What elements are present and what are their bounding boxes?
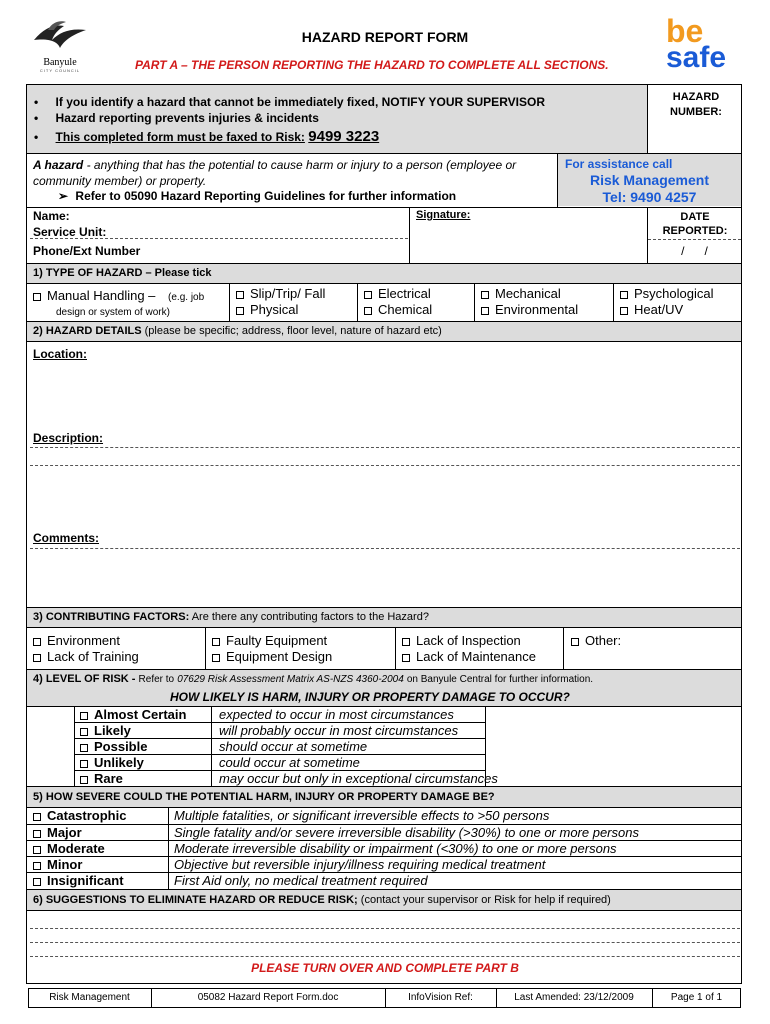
- likelihood-question: HOW LIKELY IS HARM, INJURY OR PROPERTY DAMAGE TO OCCUR?: [170, 690, 570, 704]
- checkbox-icon[interactable]: [402, 654, 410, 662]
- likelihood-unlikely[interactable]: Unlikely: [80, 755, 144, 770]
- checkbox-icon[interactable]: [212, 654, 220, 662]
- section1-heading: 1) TYPE OF HAZARD – Please tick: [33, 267, 212, 279]
- hazard-number-label: HAZARD NUMBER:: [670, 91, 722, 118]
- checkbox-icon[interactable]: [364, 291, 372, 299]
- instruction-2: • Hazard reporting prevents injuries & incidents: [34, 111, 319, 125]
- footer-dept: Risk Management: [49, 992, 130, 1003]
- factor-lack-of-maintenance[interactable]: Lack of Maintenance: [402, 649, 536, 664]
- assistance-label: For assistance call: [565, 157, 673, 171]
- banyule-logo: [30, 18, 100, 76]
- hazard-definition: A hazard - anything that has the potential to cause harm or injury to a person (employee or community member) or property.: [33, 158, 517, 188]
- factor-lack-of-training[interactable]: Lack of Training: [33, 649, 139, 664]
- type-mechanical[interactable]: Mechanical: [481, 286, 561, 301]
- checkbox-icon[interactable]: [80, 712, 88, 720]
- severity-minor-desc: Objective but reversible injury/illness requiring medical treatment: [174, 857, 546, 872]
- description-field-label[interactable]: Description:: [33, 431, 104, 445]
- factor-equipment-design[interactable]: Equipment Design: [212, 649, 332, 664]
- checkbox-icon[interactable]: [80, 776, 88, 784]
- instruction-3: • This completed form must be faxed to Risk: 9499 3223: [34, 128, 380, 145]
- phone-field-label[interactable]: Phone/Ext Number: [33, 244, 141, 258]
- section5-heading: 5) HOW SEVERE COULD THE POTENTIAL HARM, INJURY OR PROPERTY DAMAGE BE?: [33, 791, 495, 803]
- severity-catastrophic[interactable]: Catastrophic: [33, 808, 126, 823]
- likelihood-likely[interactable]: Likely: [80, 723, 131, 738]
- section4-heading: 4) LEVEL OF RISK - Refer to 07629 Risk Assessment Matrix AS-NZS 4360-2004 on Banyule Central for further information.: [33, 673, 594, 685]
- assistance-phone: Tel: 9490 4257: [602, 189, 697, 205]
- type-psychological[interactable]: Psychological: [620, 286, 714, 301]
- checkbox-icon[interactable]: [402, 638, 410, 646]
- severity-insignificant[interactable]: Insignificant: [33, 873, 124, 888]
- factor-environment[interactable]: Environment: [33, 633, 120, 648]
- be-safe-be: be: [666, 13, 704, 49]
- type-heat-uv[interactable]: Heat/UV: [620, 302, 683, 317]
- likelihood-unlikely-desc: could occur at sometime: [219, 755, 360, 770]
- severity-moderate[interactable]: Moderate: [33, 841, 105, 856]
- logo-text: Banyule: [43, 57, 77, 68]
- checkbox-icon[interactable]: [620, 307, 628, 315]
- be-safe-safe: safe: [666, 41, 727, 74]
- bullet-icon: •: [34, 95, 39, 109]
- type-manual-handling[interactable]: Manual Handling –: [33, 288, 155, 303]
- likelihood-possible-desc: should occur at sometime: [219, 739, 368, 754]
- comments-field-label[interactable]: Comments:: [33, 531, 100, 545]
- severity-moderate-desc: Moderate irreversible disability or impairment (<30%) to one or more persons: [174, 841, 617, 856]
- section2-heading: 2) HAZARD DETAILS (please be specific; address, floor level, nature of hazard etc): [33, 325, 442, 337]
- form-subtitle: PART A – THE PERSON REPORTING THE HAZARD TO COMPLETE ALL SECTIONS.: [135, 58, 609, 72]
- name-field-label[interactable]: Name:: [33, 209, 70, 223]
- severity-minor[interactable]: Minor: [33, 857, 82, 872]
- date-reported-field[interactable]: / /: [681, 244, 708, 258]
- checkbox-icon[interactable]: [236, 307, 244, 315]
- suggestions-line[interactable]: [30, 928, 740, 929]
- manual-handling-example: (e.g. job design or system of work): [56, 292, 205, 318]
- type-environmental[interactable]: Environmental: [481, 302, 578, 317]
- factor-other[interactable]: Other:: [571, 633, 621, 648]
- service-unit-field-label[interactable]: Service Unit:: [33, 225, 107, 239]
- likelihood-likely-desc: will probably occur in most circumstances: [219, 723, 459, 738]
- checkbox-icon[interactable]: [481, 291, 489, 299]
- checkbox-icon[interactable]: [80, 744, 88, 752]
- form-title: HAZARD REPORT FORM: [301, 29, 469, 45]
- assistance-dept: Risk Management: [589, 172, 710, 188]
- location-field-label[interactable]: Location:: [33, 347, 87, 361]
- logo-subtext: CITY COUNCIL: [39, 68, 81, 73]
- arrow-bullet-icon: ➢: [58, 189, 69, 203]
- section3-heading: 3) CONTRIBUTING FACTORS: Are there any contributing factors to the Hazard?: [33, 611, 429, 623]
- checkbox-icon[interactable]: [571, 638, 579, 646]
- severity-major[interactable]: Major: [33, 825, 82, 840]
- footer-amended: Last Amended: 23/12/2009: [514, 992, 634, 1003]
- likelihood-almost-certain[interactable]: Almost Certain: [80, 707, 186, 722]
- footer-ref: InfoVision Ref:: [408, 992, 473, 1003]
- suggestions-line[interactable]: [30, 956, 740, 957]
- checkbox-icon[interactable]: [33, 813, 41, 821]
- checkbox-icon[interactable]: [481, 307, 489, 315]
- bullet-icon: •: [34, 111, 39, 125]
- checkbox-icon[interactable]: [80, 728, 88, 736]
- likelihood-rare-desc: may occur but only in exceptional circumstances: [219, 771, 498, 786]
- be-safe-logo: [660, 14, 740, 76]
- checkbox-icon[interactable]: [33, 830, 41, 838]
- type-physical[interactable]: Physical: [236, 302, 298, 317]
- checkbox-icon[interactable]: [364, 307, 372, 315]
- likelihood-almost-certain-desc: expected to occur in most circumstances: [219, 707, 454, 722]
- turn-over-notice: PLEASE TURN OVER AND COMPLETE PART B: [251, 961, 519, 975]
- severity-major-desc: Single fatality and/or severe irreversible disability (>30%) to one or more persons: [174, 825, 639, 840]
- checkbox-icon[interactable]: [33, 654, 41, 662]
- guidelines-reference: ➢ Refer to 05090 Hazard Reporting Guidelines for further information: [58, 189, 457, 203]
- checkbox-icon[interactable]: [33, 638, 41, 646]
- checkbox-icon[interactable]: [33, 878, 41, 886]
- section6-heading: 6) SUGGESTIONS TO ELIMINATE HAZARD OR REDUCE RISK; (contact your supervisor or Risk for help if required): [33, 894, 611, 906]
- severity-catastrophic-desc: Multiple fatalities, or significant irreversible effects to >50 persons: [174, 808, 550, 823]
- likelihood-rare[interactable]: Rare: [80, 771, 123, 786]
- checkbox-icon[interactable]: [33, 846, 41, 854]
- factor-lack-of-inspection[interactable]: Lack of Inspection: [402, 633, 521, 648]
- signature-field-label[interactable]: Signature:: [416, 209, 471, 221]
- checkbox-icon[interactable]: [620, 291, 628, 299]
- likelihood-possible[interactable]: Possible: [80, 739, 147, 754]
- factor-faulty-equipment[interactable]: Faulty Equipment: [212, 633, 327, 648]
- fax-number: 9499 3223: [308, 128, 380, 145]
- checkbox-icon[interactable]: [212, 638, 220, 646]
- checkbox-icon[interactable]: [33, 862, 41, 870]
- checkbox-icon[interactable]: [33, 293, 41, 301]
- date-reported-label: DATE REPORTED:: [662, 211, 728, 237]
- type-slip-trip-fall[interactable]: Slip/Trip/ Fall: [236, 286, 325, 301]
- checkbox-icon[interactable]: [80, 760, 88, 768]
- type-chemical[interactable]: Chemical: [364, 302, 432, 317]
- checkbox-icon[interactable]: [236, 291, 244, 299]
- type-electrical[interactable]: Electrical: [364, 286, 431, 301]
- bullet-icon: •: [34, 130, 39, 144]
- suggestions-line[interactable]: [30, 942, 740, 943]
- severity-insignificant-desc: First Aid only, no medical treatment required: [174, 873, 428, 888]
- instruction-1: • If you identify a hazard that cannot be immediately fixed, NOTIFY YOUR SUPERVISOR: [34, 95, 545, 109]
- footer-doc: 05082 Hazard Report Form.doc: [197, 992, 339, 1003]
- footer-page: Page 1 of 1: [670, 992, 723, 1003]
